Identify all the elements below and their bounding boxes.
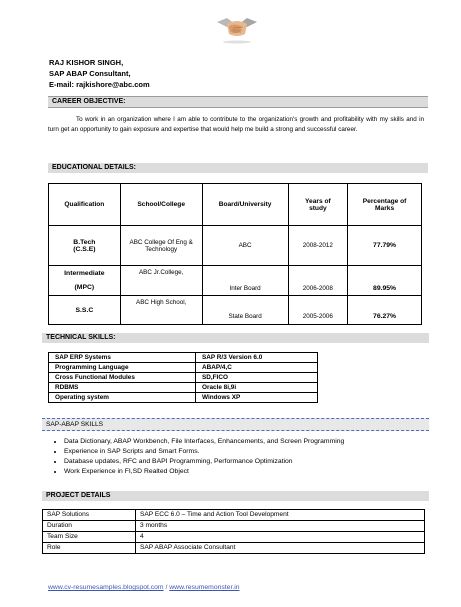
abap-skills-list <box>50 437 344 477</box>
footer-links <box>48 584 240 591</box>
footer-link-resumemonster[interactable]: www.resumemonster.in <box>169 584 240 591</box>
qualification-cell <box>49 266 121 296</box>
footer-separator: / <box>163 584 170 591</box>
technical-skills-heading: TECHNICAL SKILLS: <box>42 333 429 343</box>
col-board: Board/University <box>202 184 288 226</box>
list-item: • Data Dictionary, ABAP Workbench, File Interfaces, Enhancements, and Screen Programming <box>64 437 344 447</box>
col-years <box>288 184 348 226</box>
skill-value: Windows XP <box>196 393 318 403</box>
table-row <box>49 266 422 296</box>
educational-details-heading: EDUCATIONAL DETAILS: <box>48 163 428 173</box>
board-value: Inter Board <box>202 266 288 296</box>
project-value: 4 <box>136 532 425 543</box>
table-row <box>49 353 318 363</box>
col-qualification: Qualification <box>49 184 121 226</box>
percentage-value: 77.79% <box>348 226 422 266</box>
project-details-heading: PROJECT DETAILS <box>42 491 429 501</box>
skill-value: SAP R/3 Version 6.0 <box>196 353 318 363</box>
percentage-value: 76.27% <box>348 296 422 325</box>
table-row <box>49 393 318 403</box>
project-label: SAP Solutions <box>43 510 136 521</box>
skill-label: SAP ERP Systems <box>49 353 196 363</box>
table-row <box>49 373 318 383</box>
project-table <box>42 509 425 554</box>
skill-label: Operating system <box>49 393 196 403</box>
table-row <box>43 532 425 543</box>
col-percentage <box>348 184 422 226</box>
years-value: 2005-2006 <box>288 296 348 325</box>
list-item: • Experience in SAP Scripts and Smart Forms. <box>64 447 344 457</box>
col-percentage-label: Percentage of Marks <box>362 197 407 212</box>
list-item: • Work Experience in FI,SD Realted Object <box>64 467 344 477</box>
table-row <box>49 383 318 393</box>
table-row <box>43 521 425 532</box>
project-value: SAP ABAP Associate Consultant <box>136 543 425 554</box>
handshake-icon <box>215 14 259 44</box>
footer-link-cv-resumesamples[interactable]: www.cv-resumesamples.blogspot.com <box>48 584 164 591</box>
school-value: ABC College Of Eng & Technology <box>129 238 193 253</box>
qualification-value: B.Tech (C.S.E) <box>73 238 96 253</box>
candidate-title: SAP ABAP Consultant, <box>49 69 131 78</box>
table-row <box>43 543 425 554</box>
skill-value: Oracle 8i,9i <box>196 383 318 393</box>
percentage-value: 89.95% <box>348 266 422 296</box>
table-row <box>43 510 425 521</box>
candidate-email[interactable]: E-mail: rajkishore@abc.com <box>49 80 150 89</box>
candidate-name: RAJ KISHOR SINGH, <box>49 58 124 67</box>
project-label: Duration <box>43 521 136 532</box>
col-years-label: Years of study <box>305 197 331 212</box>
table-row <box>49 226 422 266</box>
skill-label: Cross Functional Modules <box>49 373 196 383</box>
project-label: Role <box>43 543 136 554</box>
qualification-cell <box>49 226 121 266</box>
project-value: 3 months <box>136 521 425 532</box>
skill-value: SD,FICO <box>196 373 318 383</box>
board-value: State Board <box>202 296 288 325</box>
technical-skills-table <box>48 352 318 403</box>
education-table <box>48 183 422 325</box>
project-label: Team Size <box>43 532 136 543</box>
board-value: ABC <box>202 226 288 266</box>
qualification-value: S.S.C <box>49 296 121 325</box>
school-value: ABC High School, <box>120 296 202 325</box>
school-value: ABC Jr.College, <box>120 266 202 296</box>
years-value: 2008-2012 <box>288 226 348 266</box>
project-value: SAP ECC 6.0 – Time and Action Tool Development <box>136 510 425 521</box>
table-row <box>49 363 318 373</box>
table-row <box>49 296 422 325</box>
career-objective-text: To work in an organization where I am able to contribute to the organization's growth and profitability with my skills and in turn get an opportunity to gain exposure and expertise that would help me build a strong and successful career. <box>48 116 424 133</box>
col-school: School/College <box>120 184 202 226</box>
sap-abap-skills-heading: SAP-ABAP SKILLS <box>42 418 429 431</box>
years-value: 2006-2008 <box>288 266 348 296</box>
career-objective-heading: CAREER OBJECTIVE: <box>48 96 428 108</box>
skill-label: Programming Language <box>49 363 196 373</box>
list-item: • Database updates, RFC and BAPI Programming, Performance Optimization <box>64 457 344 467</box>
skill-label: RDBMS <box>49 383 196 393</box>
school-cell <box>120 226 202 266</box>
skill-value: ABAP/4,C <box>196 363 318 373</box>
qualification-value: Intermediate (MPC) <box>64 269 105 291</box>
